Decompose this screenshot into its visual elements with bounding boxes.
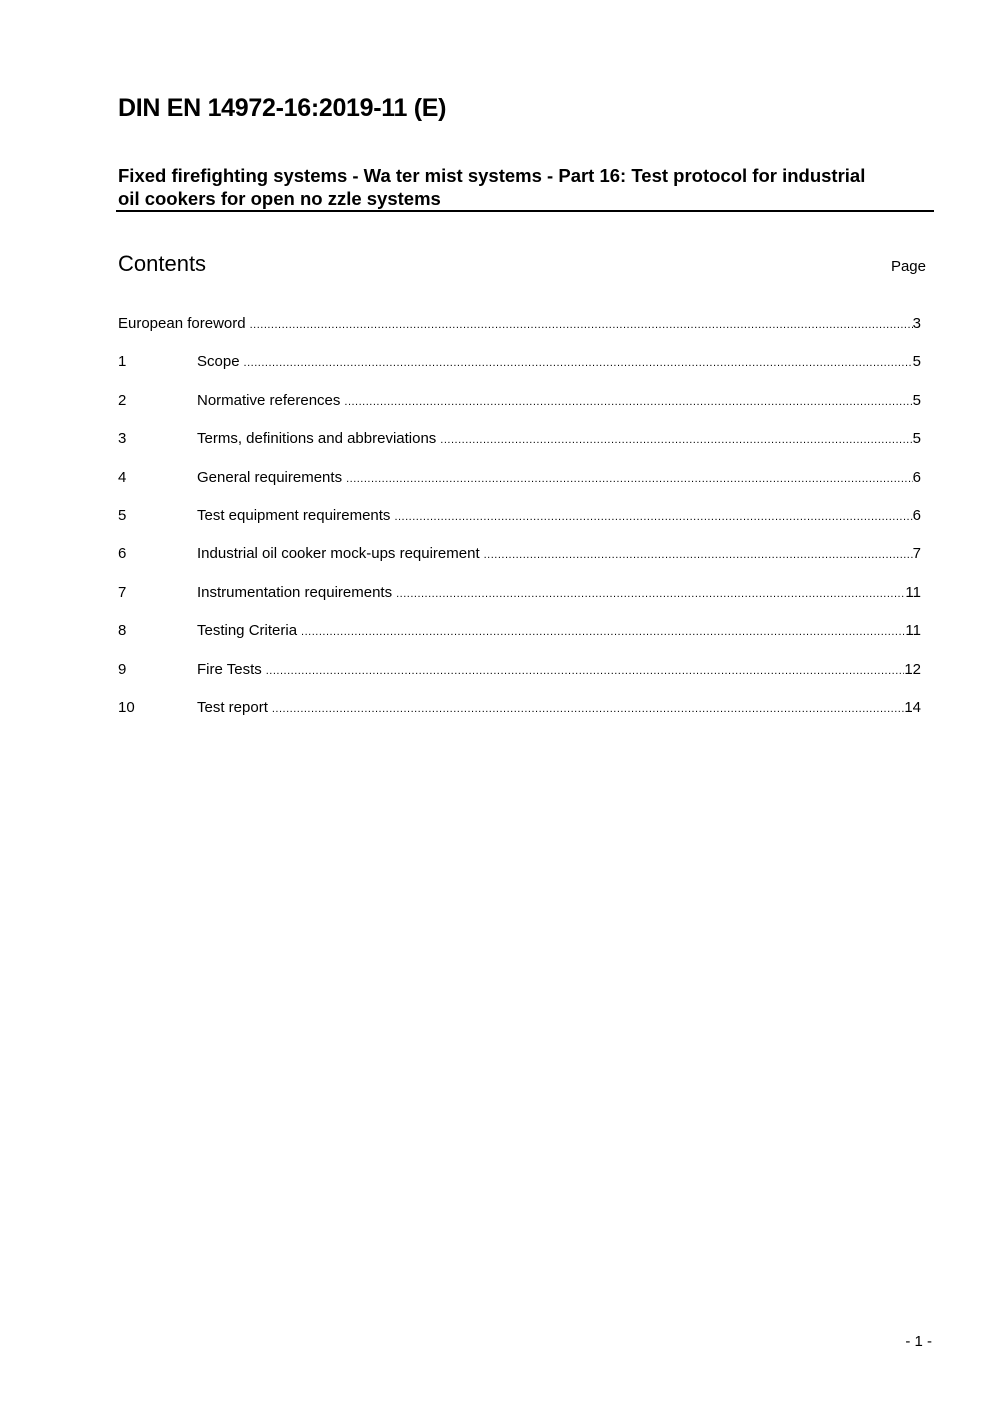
- toc-dot-leader: [272, 703, 904, 715]
- toc-entry-number: 6: [118, 545, 127, 563]
- toc-entry-page: 12: [904, 660, 921, 678]
- toc-entry-title: General requirements: [197, 468, 343, 486]
- toc-entry-instrumentation[interactable]: [118, 584, 921, 622]
- toc-entry-title: Industrial oil cooker mock-ups requirement: [197, 545, 480, 563]
- toc-entry-page: 6: [912, 506, 921, 524]
- toc-entry-number: 1: [118, 353, 127, 371]
- toc-entry-title: Normative references: [197, 391, 341, 409]
- toc-entry-number: 9: [118, 660, 127, 678]
- toc-entry-european-foreword[interactable]: [118, 315, 921, 353]
- toc-entry-number: 7: [118, 583, 127, 601]
- toc-dot-leader: [394, 511, 912, 523]
- toc-dot-leader: [266, 665, 905, 677]
- toc-entry-title: Fire Tests: [197, 660, 262, 678]
- toc-entry-page: 5: [912, 353, 921, 371]
- toc-entry-page: 6: [912, 468, 921, 486]
- toc-entry-title: Test equipment requirements: [197, 506, 391, 524]
- toc-entry-number: 4: [118, 468, 127, 486]
- toc-entry-test-report[interactable]: [118, 699, 921, 737]
- toc-entry-fire-tests[interactable]: [118, 661, 921, 699]
- toc-entry-page: 11: [905, 622, 921, 640]
- toc-dot-leader: [250, 319, 913, 331]
- toc-entry-number: 2: [118, 391, 127, 409]
- toc-entry-normative-references[interactable]: [118, 392, 921, 430]
- toc-entry-terms-definitions[interactable]: [118, 430, 921, 468]
- document-title: Fixed firefighting systems - Wa ter mist systems - Part 16: Test protocol for industrial oil cookers for open no zzle systems: [118, 165, 866, 209]
- toc-entry-number: 10: [118, 698, 135, 716]
- toc-entry-page: 5: [912, 391, 921, 409]
- toc-dot-leader: [344, 396, 912, 408]
- toc-dot-leader: [484, 549, 913, 561]
- toc-entry-page: 7: [912, 545, 921, 563]
- title-divider: [116, 210, 934, 212]
- page-number: - 1 -: [905, 1333, 932, 1350]
- toc-entry-page: 3: [912, 315, 921, 332]
- toc-entry-oil-cooker-mockups[interactable]: [118, 545, 921, 583]
- page-column-label: Page: [890, 258, 926, 275]
- toc-entry-number: 3: [118, 430, 127, 448]
- toc-entry-title: Test report: [197, 698, 268, 716]
- toc-entry-page: 5: [912, 430, 921, 448]
- toc-entry-page: 11: [905, 583, 921, 601]
- toc-entry-title: Terms, definitions and abbreviations: [197, 430, 437, 448]
- table-of-contents: [118, 315, 921, 737]
- toc-entry-general-requirements[interactable]: [118, 469, 921, 507]
- toc-entry-title: Testing Criteria: [197, 622, 298, 640]
- toc-entry-scope[interactable]: [118, 353, 921, 391]
- toc-dot-leader: [301, 626, 905, 638]
- toc-entry-title: Scope: [197, 353, 240, 371]
- toc-entry-test-equipment[interactable]: [118, 507, 921, 545]
- toc-entry-page: 14: [904, 698, 921, 716]
- toc-entry-number: 5: [118, 506, 127, 524]
- toc-entry-number: 8: [118, 622, 127, 640]
- toc-entry-title: European foreword: [118, 315, 246, 332]
- toc-dot-leader: [346, 473, 913, 485]
- toc-dot-leader: [244, 357, 913, 369]
- document-id: DIN EN 14972-16:2019-11 (E): [118, 94, 447, 122]
- toc-dot-leader: [396, 588, 905, 600]
- contents-heading: Contents: [118, 251, 207, 276]
- toc-entry-title: Instrumentation requirements: [197, 583, 393, 601]
- toc-entry-testing-criteria[interactable]: [118, 622, 921, 660]
- toc-dot-leader: [440, 434, 912, 446]
